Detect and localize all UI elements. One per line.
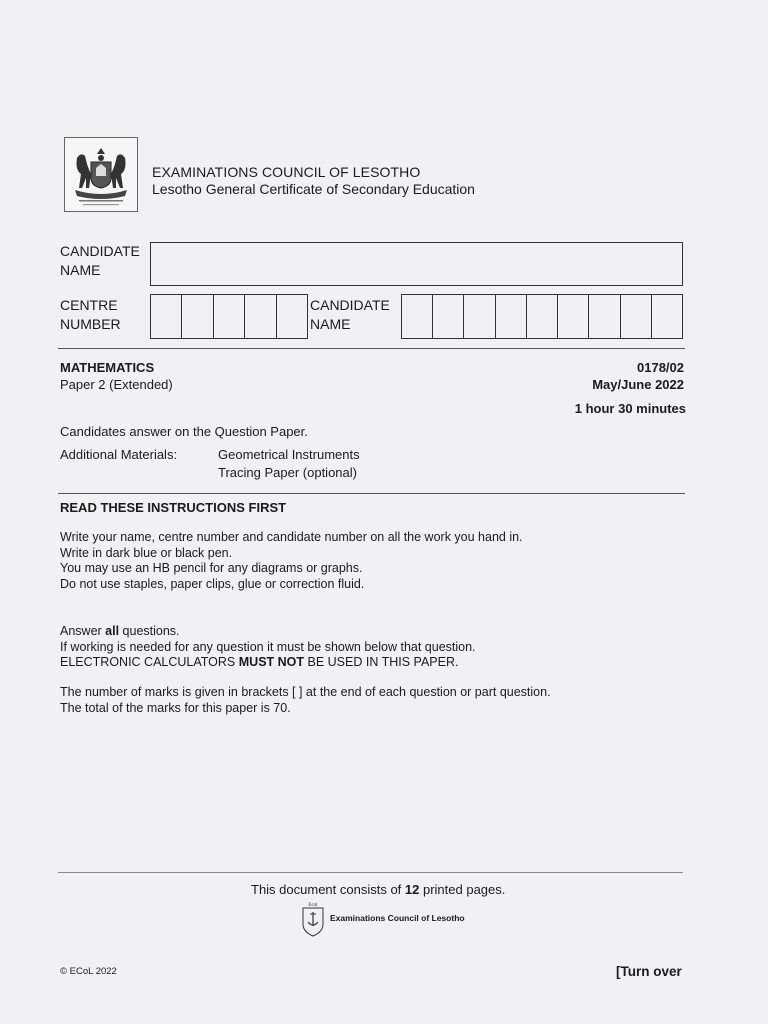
- ecol-name: Examinations Council of Lesotho: [330, 913, 465, 923]
- paper-code: 0178/02: [637, 360, 684, 375]
- divider: [58, 872, 683, 873]
- duration: 1 hour 30 minutes: [574, 401, 686, 416]
- certificate-name: Lesotho General Certificate of Secondary Education: [152, 181, 475, 197]
- additional-item: Tracing Paper (optional): [218, 465, 357, 480]
- copyright: © ECoL 2022: [60, 966, 117, 977]
- council-name: EXAMINATIONS COUNCIL OF LESOTHO: [152, 164, 421, 180]
- candidate-number-field[interactable]: [401, 294, 683, 339]
- instructions-heading: READ THESE INSTRUCTIONS FIRST: [60, 500, 287, 515]
- subject: MATHEMATICS: [60, 360, 155, 375]
- additional-item: Geometrical Instruments: [218, 447, 360, 462]
- centre-number-cell[interactable]: [214, 295, 245, 338]
- candidate-number-cell[interactable]: [621, 295, 652, 338]
- candidate-name-label: CANDIDATE NAME: [60, 243, 140, 278]
- session: May/June 2022: [592, 377, 684, 392]
- additional-materials-label: Additional Materials:: [60, 447, 178, 462]
- answer-on-paper: Candidates answer on the Question Paper.: [60, 424, 308, 439]
- candidate-number-cell[interactable]: [652, 295, 682, 338]
- centre-number-field[interactable]: [150, 294, 308, 339]
- centre-number-cell[interactable]: [182, 295, 213, 338]
- turn-over: [Turn over: [616, 964, 682, 979]
- answer-instructions: Answer all questions. If working is needed for any question it must be shown below that question. ELECTRONIC CALCULATORS MUST NOT BE USED IN THIS PAPER.: [60, 624, 476, 669]
- coat-of-arms-logo: [64, 137, 138, 212]
- candidate-number-cell[interactable]: [496, 295, 527, 338]
- centre-number-cell[interactable]: [245, 295, 276, 338]
- candidate-number-cell[interactable]: [402, 295, 433, 338]
- divider: [58, 348, 685, 349]
- candidate-number-cell[interactable]: [464, 295, 495, 338]
- divider: [58, 493, 685, 494]
- candidate-number-cell[interactable]: [433, 295, 464, 338]
- centre-number-label: CENTRE NUMBER: [60, 297, 121, 332]
- page-count: This document consists of 12 printed pages.: [251, 882, 506, 897]
- centre-number-cell[interactable]: [151, 295, 182, 338]
- ecol-logo: [300, 900, 326, 938]
- instructions-block: Write your name, centre number and candidate number on all the work you hand in. Write in dark blue or black pen. You may use an HB pencil for any diagrams or graphs. Do not use staples, paper clips, glue or correction fluid.: [60, 530, 523, 591]
- candidate-number-cell[interactable]: [558, 295, 589, 338]
- candidate-number-cell[interactable]: [527, 295, 558, 338]
- candidate-name-field[interactable]: [150, 242, 683, 286]
- ecol-logo-text: Ecol: [308, 903, 318, 908]
- candidate-number-cell[interactable]: [589, 295, 620, 338]
- centre-number-cell[interactable]: [277, 295, 307, 338]
- coat-of-arms-icon: [65, 138, 137, 211]
- ecol-shield-icon: [300, 900, 326, 938]
- candidate-number-label: CANDIDATE NAME: [310, 297, 390, 332]
- marks-info: The number of marks is given in brackets [ ] at the end of each question or part question. The total of the marks for this paper is 70.: [60, 685, 551, 715]
- paper-title: Paper 2 (Extended): [60, 377, 173, 392]
